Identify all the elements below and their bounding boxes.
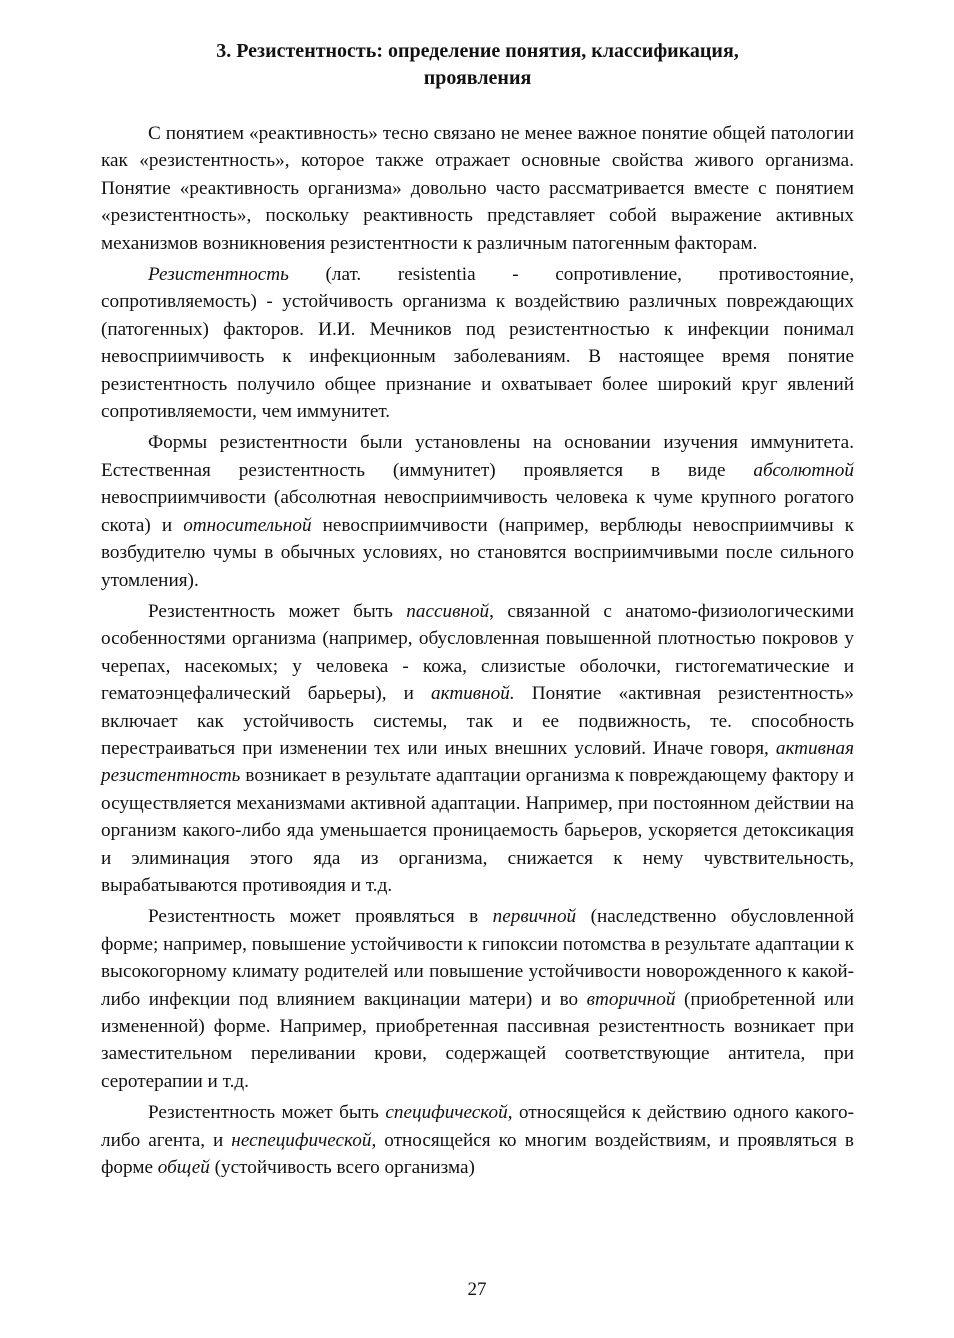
italic-term: активная резистентность xyxy=(101,737,854,787)
italic-term: неспецифической xyxy=(231,1129,372,1151)
body-text xyxy=(101,120,854,1181)
page-number: 27 xyxy=(467,1279,487,1300)
text-run: Резистентность может проявляться в xyxy=(148,906,493,928)
italic-term: пассивной xyxy=(406,600,490,622)
paragraph xyxy=(101,120,854,257)
italic-term: Резистентность xyxy=(148,264,289,286)
paragraph xyxy=(101,598,854,899)
paragraph xyxy=(101,429,854,593)
italic-term: специфической xyxy=(385,1102,508,1124)
section-heading xyxy=(101,38,854,92)
text-run: невосприимчивости (например, верблюды невосприимчивы к возбудителю чумы в обычных условиях, но становятся восприимчивыми после сильного утомления). xyxy=(101,514,855,591)
text-run: С понятием «реактивность» тесно связано не менее важное понятие общей патологии как «резистентность», которое также отражает основные свойства живого организма. Понятие «реактивность организма» довольно часто рассматривается вместе с понятием «резистентность», поскольку реактивность представляет собой выражение активных механизмов возникновения резистентности к различным патогенным факторам. xyxy=(101,123,854,254)
italic-term: общей xyxy=(157,1157,210,1179)
text-run: Резистентность может быть xyxy=(148,600,407,622)
section-heading-line-1: 3. Резистентность: определение понятия, классификация, xyxy=(216,40,739,62)
text-run: (наследственно обусловленной форме; например, повышение устойчивости к гипоксии потомства в результате адаптации к высокогорному климату родителей или повышение устойчивости новорожденного к какой-либо инфекции под влиянием вакцинации матери) и во xyxy=(101,906,854,1010)
italic-term: активной. xyxy=(431,683,515,705)
text-run: (лат. resistentia - сопротивление, противостояние, сопротивляемость) - устойчивость организма к воздействию различных повреждающих (патогенных) факторов. И.И. Мечников под резистентностью к инфекции понимал невосприимчивость к инфекционным заболеваниям. В настоящее время понятие резистентность получило общее признание и охватывает более широкий круг явлений сопротивляемости, чем иммунитет. xyxy=(101,264,854,423)
italic-term: относительной xyxy=(183,514,312,536)
text-run: возникает в результате адаптации организма к повреждающему фактору и осуществляется механизмами активной адаптации. Например, при постоянном действии на организм какого-либо яда уменьшается проницаемость барьеров, ускоряется детоксикация и элиминация этого яда из организма, снижается к нему чувствительность, вырабатываются противоядия и т.д. xyxy=(101,765,854,896)
page-content xyxy=(101,38,854,1181)
text-run: невосприимчивости (абсолютная невосприимчивость человека к чуме крупного рогатого скота) и xyxy=(101,487,854,536)
text-run: , связанной с анатомо-физиологическими особенностями организма (например, обусловленная повышенной плотностью покровов у черепах, насекомых; у человека - кожа, слизистые оболочки, гистогематические и гематоэнцефалический барьеры), и xyxy=(101,600,854,705)
italic-term: первичной xyxy=(492,906,577,928)
paragraph xyxy=(101,903,854,1095)
paragraph xyxy=(101,1099,854,1181)
text-run: Формы резистентности были установлены на основании изучения иммунитета. Естественная резистентность (иммунитет) проявляется в виде xyxy=(101,432,854,481)
text-run: (устойчивость всего организма) xyxy=(209,1157,475,1179)
paragraph xyxy=(101,261,854,425)
italic-term: вторичной xyxy=(586,988,676,1010)
italic-term: абсолютной xyxy=(753,459,854,481)
section-heading-line-2: проявления xyxy=(423,67,532,89)
text-run: , относящейся ко многим воздействиям, и проявляться в форме xyxy=(101,1129,854,1179)
text-run: Резистентность может быть xyxy=(148,1102,386,1124)
text-run: Понятие «активная резистентность» включает как устойчивость системы, так и ее подвижность, те. способность перестраиваться при изменении тех или иных внешних условий. Иначе говоря, xyxy=(101,683,854,759)
text-run: , относящейся к действию одного какого-либо агента, и xyxy=(101,1102,854,1151)
text-run: (приобретенной или измененной) форме. Например, приобретенная пассивная резистентность возникает при заместительном переливании крови, содержащей соответствующие антитела, при серотерапии и т.д. xyxy=(101,988,854,1092)
